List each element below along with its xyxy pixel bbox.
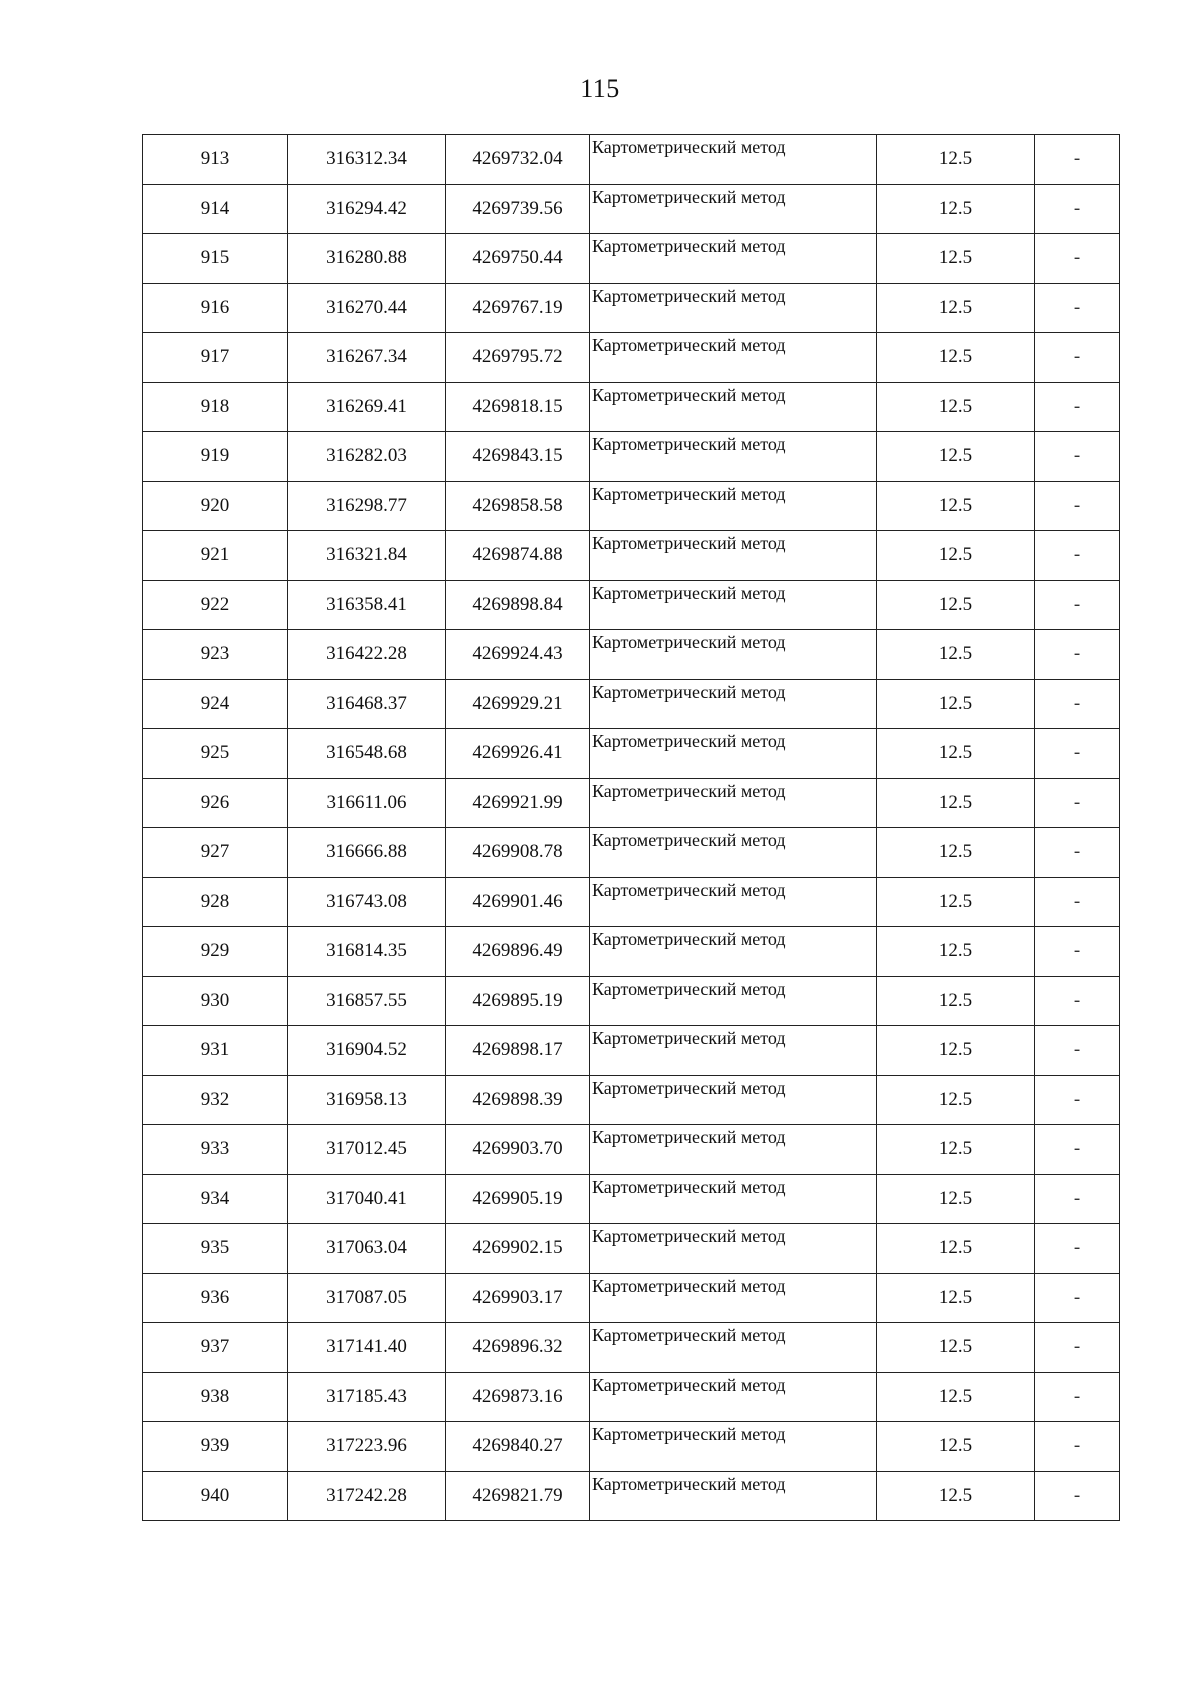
table-row <box>143 382 1120 432</box>
point-number-cell: 934 <box>143 1174 288 1224</box>
y-coordinate-cell: 4269739.56 <box>446 184 590 234</box>
method-cell: Картометрический метод <box>590 729 877 779</box>
accuracy-cell: 12.5 <box>877 976 1035 1026</box>
y-coordinate-cell: 4269926.41 <box>446 729 590 779</box>
accuracy-cell: 12.5 <box>877 877 1035 927</box>
table-row <box>143 679 1120 729</box>
coordinates-table <box>142 134 1120 1521</box>
y-coordinate-cell: 4269898.84 <box>446 580 590 630</box>
x-coordinate-cell: 316857.55 <box>288 976 446 1026</box>
coordinates-table-body <box>143 135 1120 1521</box>
method-cell: Картометрический метод <box>590 679 877 729</box>
accuracy-cell: 12.5 <box>877 1323 1035 1373</box>
method-cell: Картометрический метод <box>590 1125 877 1175</box>
x-coordinate-cell: 317040.41 <box>288 1174 446 1224</box>
table-row <box>143 828 1120 878</box>
accuracy-cell: 12.5 <box>877 1125 1035 1175</box>
y-coordinate-cell: 4269840.27 <box>446 1422 590 1472</box>
note-cell: - <box>1035 1323 1120 1373</box>
x-coordinate-cell: 316298.77 <box>288 481 446 531</box>
method-cell: Картометрический метод <box>590 927 877 977</box>
accuracy-cell: 12.5 <box>877 828 1035 878</box>
point-number-cell: 915 <box>143 234 288 284</box>
method-cell: Картометрический метод <box>590 1273 877 1323</box>
accuracy-cell: 12.5 <box>877 234 1035 284</box>
x-coordinate-cell: 316282.03 <box>288 432 446 482</box>
y-coordinate-cell: 4269858.58 <box>446 481 590 531</box>
x-coordinate-cell: 316958.13 <box>288 1075 446 1125</box>
method-cell: Картометрический метод <box>590 333 877 383</box>
y-coordinate-cell: 4269843.15 <box>446 432 590 482</box>
y-coordinate-cell: 4269896.32 <box>446 1323 590 1373</box>
x-coordinate-cell: 316743.08 <box>288 877 446 927</box>
y-coordinate-cell: 4269924.43 <box>446 630 590 680</box>
accuracy-cell: 12.5 <box>877 1224 1035 1274</box>
accuracy-cell: 12.5 <box>877 1372 1035 1422</box>
table-row <box>143 1174 1120 1224</box>
point-number-cell: 926 <box>143 778 288 828</box>
note-cell: - <box>1035 1471 1120 1521</box>
note-cell: - <box>1035 1372 1120 1422</box>
note-cell: - <box>1035 580 1120 630</box>
accuracy-cell: 12.5 <box>877 432 1035 482</box>
method-cell: Картометрический метод <box>590 1372 877 1422</box>
point-number-cell: 928 <box>143 877 288 927</box>
y-coordinate-cell: 4269895.19 <box>446 976 590 1026</box>
point-number-cell: 920 <box>143 481 288 531</box>
accuracy-cell: 12.5 <box>877 927 1035 977</box>
note-cell: - <box>1035 283 1120 333</box>
table-row <box>143 184 1120 234</box>
point-number-cell: 933 <box>143 1125 288 1175</box>
accuracy-cell: 12.5 <box>877 778 1035 828</box>
method-cell: Картометрический метод <box>590 828 877 878</box>
note-cell: - <box>1035 135 1120 185</box>
table-row <box>143 432 1120 482</box>
x-coordinate-cell: 316358.41 <box>288 580 446 630</box>
y-coordinate-cell: 4269896.49 <box>446 927 590 977</box>
table-row <box>143 630 1120 680</box>
y-coordinate-cell: 4269902.15 <box>446 1224 590 1274</box>
table-row <box>143 976 1120 1026</box>
table-row <box>143 1422 1120 1472</box>
point-number-cell: 937 <box>143 1323 288 1373</box>
x-coordinate-cell: 317223.96 <box>288 1422 446 1472</box>
point-number-cell: 913 <box>143 135 288 185</box>
method-cell: Картометрический метод <box>590 976 877 1026</box>
x-coordinate-cell: 317242.28 <box>288 1471 446 1521</box>
accuracy-cell: 12.5 <box>877 184 1035 234</box>
accuracy-cell: 12.5 <box>877 1471 1035 1521</box>
point-number-cell: 932 <box>143 1075 288 1125</box>
page-number: 115 <box>580 74 620 103</box>
point-number-cell: 930 <box>143 976 288 1026</box>
method-cell: Картометрический метод <box>590 1174 877 1224</box>
x-coordinate-cell: 316904.52 <box>288 1026 446 1076</box>
note-cell: - <box>1035 184 1120 234</box>
method-cell: Картометрический метод <box>590 1224 877 1274</box>
note-cell: - <box>1035 1125 1120 1175</box>
method-cell: Картометрический метод <box>590 1323 877 1373</box>
note-cell: - <box>1035 1174 1120 1224</box>
x-coordinate-cell: 317063.04 <box>288 1224 446 1274</box>
y-coordinate-cell: 4269873.16 <box>446 1372 590 1422</box>
x-coordinate-cell: 316468.37 <box>288 679 446 729</box>
method-cell: Картометрический метод <box>590 580 877 630</box>
method-cell: Картометрический метод <box>590 382 877 432</box>
method-cell: Картометрический метод <box>590 630 877 680</box>
note-cell: - <box>1035 729 1120 779</box>
note-cell: - <box>1035 679 1120 729</box>
accuracy-cell: 12.5 <box>877 1174 1035 1224</box>
table-row <box>143 1273 1120 1323</box>
accuracy-cell: 12.5 <box>877 481 1035 531</box>
note-cell: - <box>1035 1026 1120 1076</box>
table-row <box>143 1026 1120 1076</box>
y-coordinate-cell: 4269921.99 <box>446 778 590 828</box>
point-number-cell: 914 <box>143 184 288 234</box>
x-coordinate-cell: 316666.88 <box>288 828 446 878</box>
note-cell: - <box>1035 778 1120 828</box>
table-row <box>143 135 1120 185</box>
table-row <box>143 778 1120 828</box>
table-row <box>143 531 1120 581</box>
y-coordinate-cell: 4269750.44 <box>446 234 590 284</box>
note-cell: - <box>1035 976 1120 1026</box>
method-cell: Картометрический метод <box>590 778 877 828</box>
point-number-cell: 929 <box>143 927 288 977</box>
method-cell: Картометрический метод <box>590 135 877 185</box>
point-number-cell: 923 <box>143 630 288 680</box>
note-cell: - <box>1035 481 1120 531</box>
table-row <box>143 283 1120 333</box>
table-row <box>143 333 1120 383</box>
y-coordinate-cell: 4269732.04 <box>446 135 590 185</box>
table-row <box>143 927 1120 977</box>
note-cell: - <box>1035 531 1120 581</box>
table-row <box>143 729 1120 779</box>
method-cell: Картометрический метод <box>590 1422 877 1472</box>
point-number-cell: 938 <box>143 1372 288 1422</box>
method-cell: Картометрический метод <box>590 283 877 333</box>
x-coordinate-cell: 316814.35 <box>288 927 446 977</box>
x-coordinate-cell: 316294.42 <box>288 184 446 234</box>
y-coordinate-cell: 4269767.19 <box>446 283 590 333</box>
accuracy-cell: 12.5 <box>877 1273 1035 1323</box>
x-coordinate-cell: 316267.34 <box>288 333 446 383</box>
accuracy-cell: 12.5 <box>877 333 1035 383</box>
table-row <box>143 1372 1120 1422</box>
x-coordinate-cell: 316269.41 <box>288 382 446 432</box>
y-coordinate-cell: 4269929.21 <box>446 679 590 729</box>
point-number-cell: 927 <box>143 828 288 878</box>
x-coordinate-cell: 316270.44 <box>288 283 446 333</box>
table-row <box>143 1471 1120 1521</box>
y-coordinate-cell: 4269898.17 <box>446 1026 590 1076</box>
y-coordinate-cell: 4269903.70 <box>446 1125 590 1175</box>
accuracy-cell: 12.5 <box>877 729 1035 779</box>
method-cell: Картометрический метод <box>590 184 877 234</box>
x-coordinate-cell: 316548.68 <box>288 729 446 779</box>
table-row <box>143 1224 1120 1274</box>
table-row <box>143 1075 1120 1125</box>
x-coordinate-cell: 317141.40 <box>288 1323 446 1373</box>
point-number-cell: 935 <box>143 1224 288 1274</box>
point-number-cell: 921 <box>143 531 288 581</box>
point-number-cell: 939 <box>143 1422 288 1472</box>
note-cell: - <box>1035 1273 1120 1323</box>
y-coordinate-cell: 4269905.19 <box>446 1174 590 1224</box>
y-coordinate-cell: 4269903.17 <box>446 1273 590 1323</box>
method-cell: Картометрический метод <box>590 1026 877 1076</box>
note-cell: - <box>1035 432 1120 482</box>
method-cell: Картометрический метод <box>590 1471 877 1521</box>
point-number-cell: 924 <box>143 679 288 729</box>
x-coordinate-cell: 317185.43 <box>288 1372 446 1422</box>
accuracy-cell: 12.5 <box>877 580 1035 630</box>
accuracy-cell: 12.5 <box>877 531 1035 581</box>
table-row <box>143 877 1120 927</box>
note-cell: - <box>1035 1422 1120 1472</box>
point-number-cell: 916 <box>143 283 288 333</box>
table-row <box>143 1323 1120 1373</box>
point-number-cell: 940 <box>143 1471 288 1521</box>
point-number-cell: 936 <box>143 1273 288 1323</box>
y-coordinate-cell: 4269821.79 <box>446 1471 590 1521</box>
note-cell: - <box>1035 333 1120 383</box>
accuracy-cell: 12.5 <box>877 135 1035 185</box>
y-coordinate-cell: 4269901.46 <box>446 877 590 927</box>
point-number-cell: 917 <box>143 333 288 383</box>
table-row <box>143 580 1120 630</box>
accuracy-cell: 12.5 <box>877 1075 1035 1125</box>
x-coordinate-cell: 316280.88 <box>288 234 446 284</box>
method-cell: Картометрический метод <box>590 432 877 482</box>
x-coordinate-cell: 316422.28 <box>288 630 446 680</box>
note-cell: - <box>1035 234 1120 284</box>
accuracy-cell: 12.5 <box>877 679 1035 729</box>
accuracy-cell: 12.5 <box>877 382 1035 432</box>
note-cell: - <box>1035 382 1120 432</box>
note-cell: - <box>1035 1224 1120 1274</box>
y-coordinate-cell: 4269795.72 <box>446 333 590 383</box>
note-cell: - <box>1035 927 1120 977</box>
accuracy-cell: 12.5 <box>877 1026 1035 1076</box>
method-cell: Картометрический метод <box>590 1075 877 1125</box>
note-cell: - <box>1035 877 1120 927</box>
y-coordinate-cell: 4269908.78 <box>446 828 590 878</box>
accuracy-cell: 12.5 <box>877 283 1035 333</box>
table-row <box>143 234 1120 284</box>
accuracy-cell: 12.5 <box>877 1422 1035 1472</box>
x-coordinate-cell: 316321.84 <box>288 531 446 581</box>
point-number-cell: 919 <box>143 432 288 482</box>
y-coordinate-cell: 4269898.39 <box>446 1075 590 1125</box>
x-coordinate-cell: 317087.05 <box>288 1273 446 1323</box>
note-cell: - <box>1035 828 1120 878</box>
point-number-cell: 918 <box>143 382 288 432</box>
method-cell: Картометрический метод <box>590 234 877 284</box>
point-number-cell: 925 <box>143 729 288 779</box>
point-number-cell: 931 <box>143 1026 288 1076</box>
x-coordinate-cell: 317012.45 <box>288 1125 446 1175</box>
method-cell: Картометрический метод <box>590 877 877 927</box>
y-coordinate-cell: 4269818.15 <box>446 382 590 432</box>
note-cell: - <box>1035 630 1120 680</box>
note-cell: - <box>1035 1075 1120 1125</box>
y-coordinate-cell: 4269874.88 <box>446 531 590 581</box>
method-cell: Картометрический метод <box>590 481 877 531</box>
table-row <box>143 1125 1120 1175</box>
accuracy-cell: 12.5 <box>877 630 1035 680</box>
table-row <box>143 481 1120 531</box>
x-coordinate-cell: 316312.34 <box>288 135 446 185</box>
point-number-cell: 922 <box>143 580 288 630</box>
x-coordinate-cell: 316611.06 <box>288 778 446 828</box>
method-cell: Картометрический метод <box>590 531 877 581</box>
